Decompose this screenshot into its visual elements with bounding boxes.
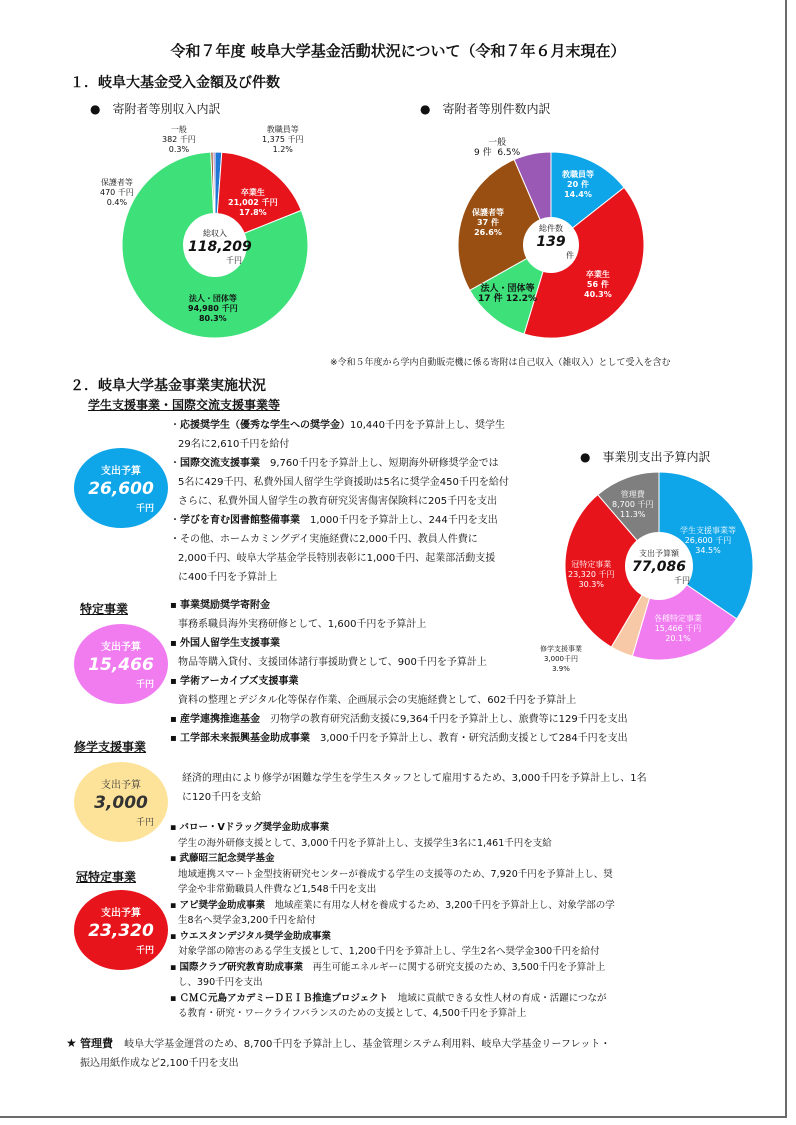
support-bullet: ・ — [170, 515, 180, 526]
expense-label-study-value: 3,000千円 — [543, 655, 579, 663]
crown-line — [170, 867, 740, 883]
special-item-title: 外国人留学生支援事業 — [179, 638, 280, 649]
special-line — [170, 672, 730, 691]
study-text — [182, 769, 742, 807]
special-bullet: ▪ — [170, 600, 180, 611]
support-item-title: 国際交流支援事業 — [180, 458, 260, 469]
expense-label-crown-percent: 30.3% — [578, 580, 604, 589]
support-item-title: 学びを育む図書館整備事業 — [180, 515, 300, 526]
crown-bullet: ▪ — [170, 853, 180, 864]
income-center-label: 総収入 — [203, 229, 227, 238]
special-heading: 特定事業 — [80, 602, 129, 616]
crown-item-title: 武藤昭三記念奨学基金 — [179, 853, 275, 864]
income-label-corporate-name: 法人・団体等 — [188, 294, 237, 303]
count-label-parents-percent: 26.6% — [474, 228, 502, 237]
support-item-text: 10,440千円を予算計上し、奨学生 — [350, 420, 505, 431]
special-line — [170, 615, 730, 634]
crown-item-title: ＣＭＣ元島アカデミーＤＥＩＢ推進プロジェクト — [179, 992, 389, 1004]
support-item-text: 5名に429千円、私費外国人留学生学資援助は5名に奨学金450千円を給付 — [178, 477, 509, 488]
special-badge-unit: 千円 — [135, 680, 154, 690]
support-bullet: ・ — [170, 420, 180, 431]
crown-item-title: 国際クラブ研究教育助成事業 — [179, 961, 303, 973]
count-label-general-percent: 6.5% — [497, 148, 521, 158]
expense-label-special-value: 15,466 千円 — [654, 624, 702, 633]
support-badge-label: 支出予算 — [101, 466, 141, 477]
support-item-text: に400千円を予算計上 — [178, 572, 278, 583]
count-label-alumni-name: 卒業生 — [585, 270, 610, 279]
count-label-staff-value: 20 件 — [567, 180, 589, 189]
count-label-staff-percent: 14.4% — [564, 190, 592, 199]
count-label-corporate-name: 法人・団体等 — [480, 284, 535, 294]
expense-label-study-name: 修学支援事業 — [540, 645, 582, 653]
income-label-parents-value: 470 千円 — [100, 188, 134, 197]
income-label-general-name: 一般 — [170, 125, 187, 134]
count-label-staff — [562, 170, 594, 200]
expense-label-study-percent: 3.9% — [552, 665, 570, 673]
support-lines — [170, 416, 570, 587]
crown-line — [170, 851, 740, 867]
special-bullet: ▪ — [170, 638, 180, 649]
crown-item-text: 対象学部の障害のある学生支援として、1,200千円を予算計上し、学生2名へ奨学金300千円を給付 — [178, 946, 600, 957]
crown-item-text: 地域に貢献できる女性人材の育成・活躍につなが — [388, 992, 607, 1004]
crown-item-text: し、390千円を支出 — [178, 977, 263, 988]
income-label-alumni — [228, 188, 278, 218]
special-item-title: 学術アーカイブズ支援事業 — [179, 676, 299, 687]
special-bullet: ▪ — [170, 733, 180, 744]
expense-label-admin-name: 管理費 — [620, 490, 645, 499]
support-badge-unit: 千円 — [135, 504, 154, 514]
crown-item-title: バロー・Vドラッグ奨学金助成事業 — [179, 822, 330, 833]
income-label-staff-percent: 1.2% — [272, 145, 293, 154]
income-note: ※令和５年度から学内自動販売機に係る寄附は自己収入（雑収入）として受入を含む — [330, 358, 671, 368]
special-line — [170, 710, 730, 729]
support-line — [170, 568, 570, 587]
income-label-alumni-percent: 17.8% — [238, 208, 267, 217]
income-label-general — [162, 125, 196, 155]
crown-bullet: ▪ — [170, 899, 180, 911]
special-line — [170, 729, 730, 748]
income-center — [188, 228, 252, 266]
support-badge-amount: 26,600 — [88, 479, 154, 499]
income-label-corporate-percent: 80.3% — [198, 314, 227, 323]
expense-center-label: 支出予算額 — [639, 549, 679, 558]
study-badge-amount: 3,000 — [94, 793, 148, 813]
income-label-staff-name: 教職員等 — [266, 125, 299, 134]
crown-line — [170, 960, 740, 976]
support-bullet: ・ — [170, 458, 180, 469]
crown-line — [170, 898, 740, 914]
crown-bullet: ▪ — [170, 822, 180, 833]
study-badge-unit: 千円 — [135, 818, 154, 828]
support-item-text: その他、ホームカミングデイ実施経費に2,000千円、教員人件費に — [180, 534, 478, 545]
expense-label-special-name: 各種特定事業 — [654, 614, 702, 623]
support-line — [170, 435, 570, 454]
expense-label-crown — [568, 560, 615, 590]
crown-line — [170, 991, 740, 1007]
crown-line — [170, 1006, 740, 1022]
support-heading: 学生支援事業・国際交流支援事業等 — [88, 398, 281, 412]
study-heading: 修学支援事業 — [74, 740, 147, 754]
crown-item-text: 地域産業に有用な人材を養成するため、3,200千円を予算計上し、対象学部の学 — [264, 899, 615, 911]
special-item-text: 事務系職員海外実務研修として、1,600千円を予算計上 — [178, 619, 427, 630]
count-label-corporate — [478, 284, 537, 304]
expense-label-crown-name: 冠特定事業 — [571, 560, 612, 569]
expense-label-support-value: 26,600 千円 — [684, 536, 732, 545]
income-label-alumni-name: 卒業生 — [240, 188, 265, 197]
income-label-general-percent: 0.3% — [168, 145, 190, 154]
crown-item-text: 学金や非常勤職員人件費など1,548千円を支出 — [178, 884, 377, 895]
expense-label-admin — [612, 490, 653, 520]
study-budget-badge — [74, 762, 168, 842]
expense-label-admin-value: 8,700 千円 — [612, 500, 654, 509]
count-label-staff-name: 教職員等 — [562, 170, 594, 179]
special-lines — [170, 596, 730, 748]
expense-center-unit: 千円 — [674, 576, 690, 585]
count-label-general — [474, 138, 520, 158]
crown-item-text: 学生の海外研修支援として、3,000千円を予算計上し、支援学生3名に1,461千円を支給 — [178, 837, 552, 849]
count-label-general-name: 一般 — [488, 138, 507, 148]
income-label-corporate — [188, 294, 238, 324]
income-label-staff — [262, 125, 303, 155]
count-label-parents — [472, 208, 504, 238]
special-item-title: 産学連携推進基金 — [179, 714, 260, 725]
special-budget-badge — [74, 624, 168, 704]
count-label-corporate-percent: 12.2% — [505, 294, 538, 304]
special-line — [170, 691, 730, 710]
support-line — [170, 530, 570, 549]
crown-lines — [170, 820, 740, 1022]
count-center-label: 総件数 — [539, 224, 563, 233]
crown-budget-badge — [74, 890, 168, 970]
management-line-2: 振込用紙作成など2,100千円を支出 — [80, 1058, 239, 1069]
support-item-text: 29名に2,610千円を給付 — [178, 439, 290, 450]
count-chart-title: ● 寄附者等別件数内訳 — [420, 102, 551, 116]
support-item-text: 2,000千円、岐阜大学基金学長特別表彰に1,000千円、起業部活動支援 — [178, 553, 496, 564]
expense-label-support-percent: 34.5% — [695, 546, 721, 555]
expense-center-value: 77,086 — [631, 559, 687, 575]
support-bullet: ・ — [170, 534, 180, 545]
count-label-corporate-value: 17 件 — [478, 294, 503, 304]
count-label-parents-value: 37 件 — [477, 218, 499, 227]
income-center-value: 118,209 — [188, 239, 252, 255]
income-chart-title: ● 寄附者等別収入内訳 — [90, 102, 221, 116]
study-line-1: 経済的理由により修学が困難な学生を学生スタッフとして雇用するため、3,000千円を予算計上し、1名 — [182, 773, 647, 784]
count-center-unit: 件 — [566, 251, 574, 260]
income-label-general-value: 382 千円 — [162, 135, 196, 144]
special-item-title: 工学部未来振興基金助成事業 — [179, 733, 310, 744]
crown-line — [170, 975, 740, 991]
special-item-text: 刃物学の教育研究活動支援に9,364千円を予算計上し、旅費等に129千円を支出 — [259, 714, 628, 725]
crown-badge-label: 支出予算 — [101, 908, 141, 919]
crown-line — [170, 836, 740, 852]
crown-item-text: 再生可能エネルギーに関する研究支援のため、3,500千円を予算計上 — [302, 961, 606, 973]
crown-line — [170, 882, 740, 898]
special-item-text: 資料の整理とデジタル化等保存作業、企画展示会の実施経費として、602千円を予算計上 — [178, 695, 577, 706]
expense-label-special-percent: 20.1% — [665, 634, 691, 643]
special-badge-amount: 15,466 — [88, 655, 154, 675]
special-bullet: ▪ — [170, 714, 180, 725]
count-label-alumni-value: 56 件 — [586, 280, 609, 289]
support-item-title: 応援奨学生（優秀な学生への奨学金） — [180, 420, 350, 431]
study-line-2: に120千円を支給 — [182, 792, 262, 803]
section2-heading: ２．岐阜大学基金事業実施状況 — [70, 378, 266, 394]
crown-line — [170, 944, 740, 960]
crown-bullet: ▪ — [170, 930, 180, 942]
crown-item-title: アピ奨学金助成事業 — [179, 899, 265, 911]
crown-bullet: ▪ — [170, 961, 180, 973]
crown-line — [170, 820, 740, 836]
management-star-icon: ★ — [66, 1036, 77, 1050]
special-item-title: 事業奨励奨学寄附金 — [179, 600, 270, 611]
expense-label-crown-value: 23,320 千円 — [568, 570, 615, 579]
expense-label-support-name: 学生支援事業等 — [680, 526, 736, 535]
count-label-alumni-percent: 40.3% — [584, 290, 612, 299]
support-item-text: さらに、私費外国人留学生の教育研究災害傷害保険料に205千円を支出 — [178, 496, 498, 507]
count-center-value: 139 — [536, 234, 566, 250]
expense-label-support — [680, 526, 736, 556]
crown-line — [170, 929, 740, 945]
income-label-alumni-value: 21,002 千円 — [228, 198, 278, 207]
study-badge-label: 支出予算 — [101, 780, 141, 791]
support-line — [170, 549, 570, 568]
crown-heading: 冠特定事業 — [76, 870, 137, 884]
management-section — [66, 1034, 746, 1073]
crown-item-title: ウエスタンデジタル奨学金助成事業 — [179, 930, 331, 942]
income-label-corporate-value: 94,980 千円 — [188, 304, 238, 313]
support-line — [170, 416, 570, 435]
support-item-text: 1,000千円を予算計上し、244千円を支出 — [300, 515, 498, 526]
count-label-general-value: 9 件 — [474, 148, 492, 158]
expense-label-admin-percent: 11.3% — [620, 510, 646, 519]
special-line — [170, 596, 730, 615]
section1-heading: １．岐阜大基金受入金額及び件数 — [70, 75, 280, 91]
support-line — [170, 454, 570, 473]
support-budget-badge — [74, 448, 168, 528]
special-item-text: 物品等購入貸付、支援団体諸行事援助費として、900千円を予算計上 — [178, 657, 487, 668]
crown-line — [170, 913, 740, 929]
count-label-alumni — [584, 270, 612, 300]
income-label-parents-percent: 0.4% — [106, 198, 128, 207]
income-label-parents — [100, 178, 134, 208]
special-badge-label: 支出予算 — [101, 642, 141, 653]
count-center — [528, 223, 574, 261]
crown-badge-unit: 千円 — [135, 946, 154, 956]
support-item-text: 9,760千円を予算計上し、短期海外研修奨学金では — [260, 458, 499, 469]
special-line — [170, 653, 730, 672]
crown-bullet: ▪ — [170, 992, 180, 1004]
income-label-staff-value: 1,375 千円 — [262, 135, 304, 144]
expense-chart-title: ● 事業別支出予算内訳 — [580, 450, 711, 464]
income-label-parents-name: 保護者等 — [100, 178, 133, 187]
count-label-parents-name: 保護者等 — [472, 208, 504, 217]
page-title: 令和７年度 岐阜大学基金活動状況について（令和７年６月末現在） — [170, 42, 626, 60]
management-line-1: 岐阜大学基金運営のため、8,700千円を予算計上し、基金管理システム利用料、岐阜大学基金リーフレット・ — [124, 1039, 611, 1050]
income-center-unit: 千円 — [226, 256, 242, 265]
special-line — [170, 634, 730, 653]
crown-badge-amount: 23,320 — [88, 921, 154, 941]
support-line — [170, 511, 570, 530]
support-line — [170, 492, 570, 511]
special-item-text: 3,000千円を予算計上し、教育・研究活動支援として284千円を支出 — [309, 733, 628, 744]
support-line — [170, 473, 570, 492]
crown-item-text: 生8名へ奨学金3,200千円を給付 — [178, 915, 316, 926]
management-heading: 管理費 — [79, 1037, 113, 1050]
special-bullet: ▪ — [170, 676, 180, 687]
crown-item-text: 地域連携スマート金型技術研究センターが養成する学生の支援等のため、7,920千円を予算計上し、奨 — [178, 868, 613, 880]
crown-item-text: る教育・研究・ワークライフバランスのための支援として、4,500千円を予算計上 — [178, 1008, 527, 1019]
